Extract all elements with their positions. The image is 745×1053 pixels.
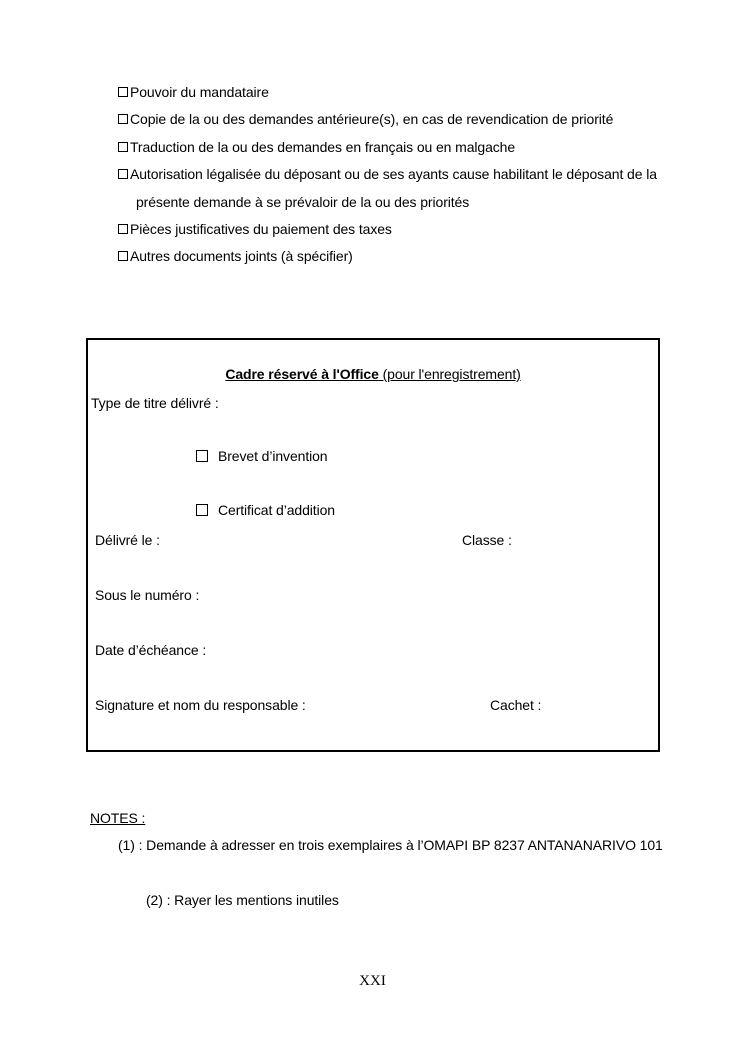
option-brevet-invention: [196, 448, 328, 464]
title-type-label: Type de titre délivré :: [91, 395, 219, 411]
checklist-item-3-continuation: présente demande à se prévaloir de la ou des priorités: [136, 193, 470, 210]
note-1: (1) : Demande à adresser en trois exemplaires à l’OMAPI BP 8237 ANTANANARIVO 101: [118, 837, 663, 853]
checklist-item-label: Pièces justificatives du paiement des taxes: [130, 221, 392, 238]
checklist-item-0: [118, 79, 666, 106]
checklist-item-4: [118, 216, 666, 243]
page-number: XXI: [359, 973, 386, 989]
checklist-item-1: [118, 106, 666, 133]
option-label: Brevet d’invention: [218, 448, 328, 464]
checkbox-icon[interactable]: [118, 87, 128, 97]
checklist-item-label: Copie de la ou des demandes antérieure(s), en cas de revendication de priorité: [130, 111, 614, 128]
expiry-date-label: Date d’échéance :: [95, 642, 207, 658]
checkbox-icon[interactable]: [196, 504, 208, 516]
notes-heading: NOTES :: [90, 810, 146, 826]
checkbox-icon[interactable]: [118, 142, 128, 152]
checkbox-icon[interactable]: [118, 224, 128, 234]
signature-label: Signature et nom du responsable :: [95, 697, 306, 713]
checklist-item-label: Traduction de la ou des demandes en français ou en malgache: [130, 138, 516, 155]
checklist-item-label: Autres documents joints (à spécifier): [130, 248, 353, 265]
attachments-checklist: [118, 79, 666, 271]
office-box-title: [88, 366, 658, 382]
checklist-item-5: [118, 243, 666, 270]
checkbox-icon[interactable]: [118, 169, 128, 179]
delivered-date-label: Délivré le :: [95, 532, 160, 548]
checkbox-icon[interactable]: [196, 450, 208, 462]
office-box-title-suffix: (pour l'enregistrement): [378, 366, 521, 382]
checklist-item-2: [118, 134, 666, 161]
checklist-item-label: Pouvoir du mandataire: [130, 84, 269, 100]
checkbox-icon[interactable]: [118, 251, 128, 261]
checklist-item-3: [118, 161, 666, 188]
checkbox-icon[interactable]: [118, 114, 128, 124]
option-certificat-addition: [196, 502, 335, 518]
registration-number-label: Sous le numéro :: [95, 587, 200, 603]
note-2: (2) : Rayer les mentions inutiles: [146, 892, 339, 908]
stamp-label: Cachet :: [490, 697, 542, 713]
option-label: Certificat d’addition: [218, 502, 335, 518]
checklist-item-label: Autorisation légalisée du déposant ou de ses ayants cause habilitant le déposant de la: [130, 166, 657, 183]
office-reserved-box: [86, 338, 660, 752]
class-label: Classe :: [462, 532, 512, 548]
office-box-title-main: Cadre réservé à l'Office: [225, 366, 379, 382]
